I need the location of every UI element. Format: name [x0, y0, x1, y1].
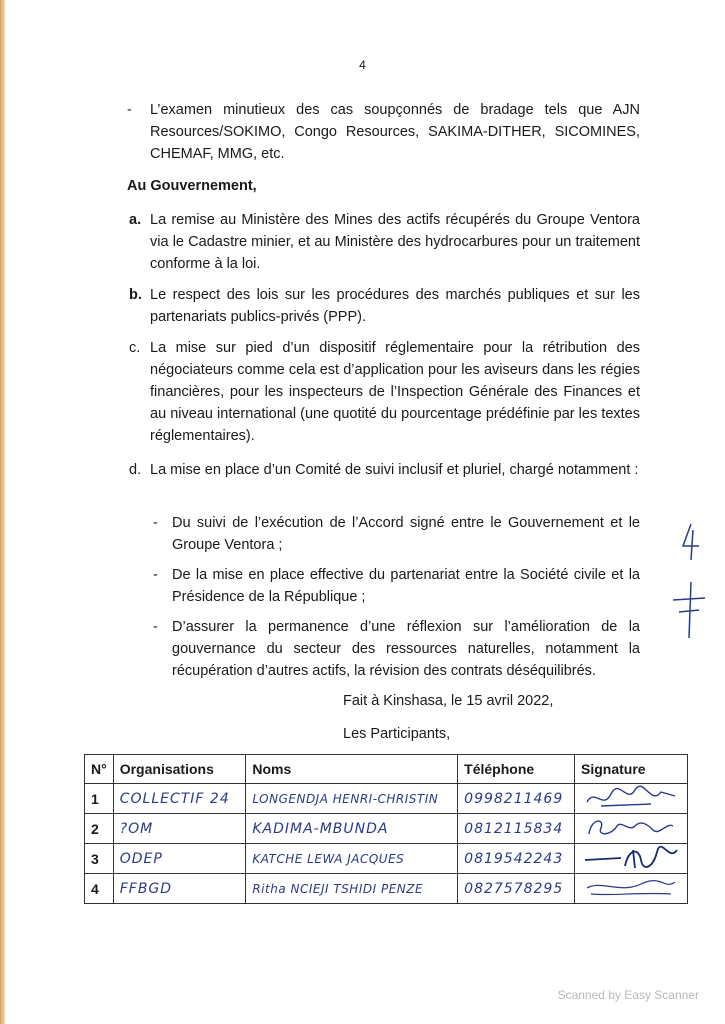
sub-item-1-text: Du suivi de l’exécution de l’Accord signé entre le Gouvernement et le Groupe Ventora ;	[172, 515, 640, 553]
row-signature	[574, 874, 687, 904]
header-signature: Signature	[574, 755, 687, 784]
row-signature	[574, 784, 687, 814]
participants-table	[84, 754, 688, 904]
row-signature	[574, 844, 687, 874]
row-name: Ritha NCIEJI TSHIDI PENZE	[246, 874, 458, 904]
place-date: Fait à Kinshasa, le 15 avril 2022,	[343, 693, 554, 709]
signature-scribble	[581, 874, 681, 900]
item-b-text: Le respect des lois sur les procédures des marchés publiques et sur les partenariats publics-privés (PPP).	[150, 287, 640, 325]
header-number: N°	[85, 755, 114, 784]
row-name: LONGENDJA HENRI-CHRISTIN	[246, 784, 458, 814]
item-c-marker: c.	[129, 340, 141, 356]
row-phone: 0819542243	[458, 844, 575, 874]
row-number: 4	[85, 874, 114, 904]
item-a-marker: a.	[129, 212, 142, 228]
sub-item-2-text: De la mise en place effective du partenariat entre la Société civile et la Présidence de la République ;	[172, 567, 640, 605]
row-organisation: FFBGD	[113, 874, 246, 904]
table-row	[85, 784, 688, 814]
row-phone: 0812115834	[458, 814, 575, 844]
item-d-text: La mise en place d’un Comité de suivi inclusif et pluriel, chargé notamment :	[150, 462, 639, 478]
row-number: 1	[85, 784, 114, 814]
signature-scribble	[581, 844, 681, 870]
row-phone: 0998211469	[458, 784, 575, 814]
row-organisation: ?OM	[113, 814, 246, 844]
sub-item-3-text: D’assurer la permanence d’une réflexion sur l’amélioration de la gouvernance du secteur des ressources naturelles, notamment la récupération d’autres actifs, la révision des contrats déséquilibrés.	[172, 619, 640, 679]
item-d-marker: d.	[129, 462, 142, 478]
sub-item-1-marker: -	[153, 515, 158, 531]
row-phone: 0827578295	[458, 874, 575, 904]
table-row	[85, 844, 688, 874]
item-a-text: La remise au Ministère des Mines des actifs récupérés du Groupe Ventora via le Cadastre minier, et au Ministère des hydrocarbures pour un traitement conforme à la loi.	[150, 212, 640, 272]
sub-item-2-marker: -	[153, 567, 158, 583]
participants-label: Les Participants,	[343, 726, 451, 742]
signature-scribble	[581, 784, 681, 810]
row-signature	[574, 814, 687, 844]
table-row	[85, 874, 688, 904]
sub-item-3-marker: -	[153, 619, 158, 635]
item-c-text: La mise sur pied d’un dispositif réglementaire pour la rétribution des négociateurs comme cela est d’application pour les aviseurs dans les régies financières, pour les inspecteurs de l’Inspection Générale des Finances et au niveau international (une quotité du pourcentage prédéfinie par les textes réglementaires).	[150, 340, 640, 444]
signature-scribble	[581, 814, 681, 840]
item-b-marker: b.	[129, 287, 142, 303]
margin-initials	[669, 520, 709, 640]
row-number: 2	[85, 814, 114, 844]
row-number: 3	[85, 844, 114, 874]
row-name: KATCHE LEWA JACQUES	[246, 844, 458, 874]
row-organisation: ODEP	[113, 844, 246, 874]
table-row	[85, 814, 688, 844]
intro-bullet-text: L’examen minutieux des cas soupçonnés de bradage tels que AJN Resources/SOKIMO, Congo Resources, SAKIMA-DITHER, SICOMINES, CHEMAF, MMG, etc.	[150, 102, 640, 162]
header-telephone: Téléphone	[458, 755, 575, 784]
row-name: KADIMA-MBUNDA	[246, 814, 458, 844]
row-organisation: COLLECTIF 24	[113, 784, 246, 814]
page-number: 4	[359, 58, 366, 72]
scanner-watermark: Scanned by Easy Scanner	[557, 988, 699, 1002]
intro-bullet-marker: -	[127, 102, 132, 118]
header-organisations: Organisations	[113, 755, 246, 784]
header-noms: Noms	[246, 755, 458, 784]
government-heading: Au Gouvernement,	[127, 178, 257, 194]
table-header-row	[85, 755, 688, 784]
